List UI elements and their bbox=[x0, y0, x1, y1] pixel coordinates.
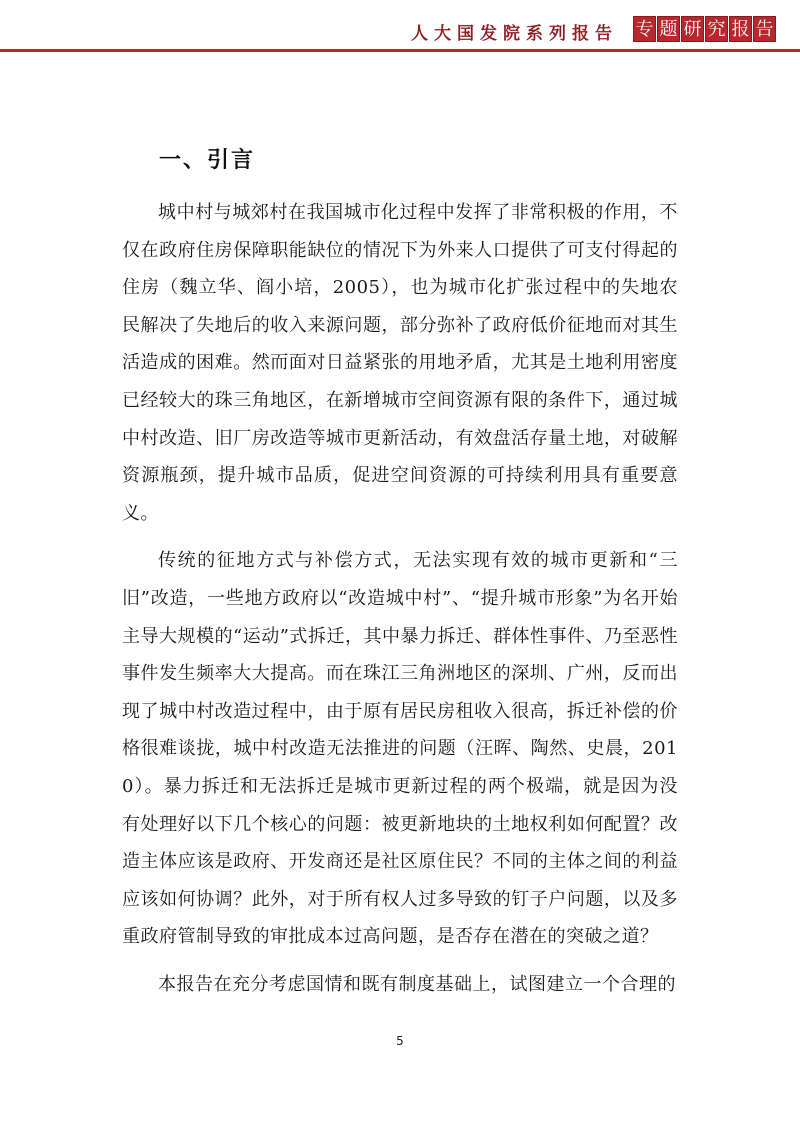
badge-char: 报 bbox=[729, 16, 752, 42]
badge-char: 研 bbox=[681, 16, 704, 42]
page-header bbox=[0, 14, 800, 50]
body-paragraph: 城中村与城郊村在我国城市化过程中发挥了非常积极的作用，不仅在政府住房保障职能缺位的情况下为外来人口提供了可支付得起的住房（魏立华、阎小培，2005），也为城市化扩张过程中的失地农民解决了失地后的收入来源问题，部分弥补了政府低价征地而对其生活造成的困难。然而面对日益紧张的用地矛盾，尤其是土地利用密度已经较大的珠三角地区，在新增城市空间资源有限的条件下，通过城中村改造、旧厂房改造等城市更新活动，有效盘活存量土地，对破解资源瓶颈，提升城市品质，促进空间资源的可持续利用具有重要意义。 bbox=[122, 202, 678, 524]
badge-char: 题 bbox=[657, 16, 680, 42]
badge-char: 究 bbox=[705, 16, 728, 42]
page-body bbox=[122, 140, 678, 1013]
report-series-title: 人大国发院系列报告 bbox=[411, 24, 618, 44]
page-number: 5 bbox=[396, 1034, 404, 1048]
badge-char: 专 bbox=[633, 16, 656, 42]
section-heading: 一、引言 bbox=[159, 147, 256, 173]
body-paragraph: 本报告在充分考虑国情和既有制度基础上，试图建立一个合理的 bbox=[158, 973, 676, 995]
badge-char: 告 bbox=[753, 16, 776, 42]
header-divider bbox=[0, 49, 800, 52]
body-paragraph: 传统的征地方式与补偿方式，无法实现有效的城市更新和“三旧”改造，一些地方政府以“改造城中村”、“提升城市形象”为名开始主导大规模的“运动”式拆迁，其中暴力拆迁、群体性事件、乃至恶性事件发生频率大大提高。而在珠江三角洲地区的深圳、广州，反而出现了城中村改造过程中，由于原有居民房租收入很高，拆迁补偿的价格很难谈拢，城中村改造无法推进的问题（汪晖、陶然、史晨，2010）。暴力拆迁和无法拆迁是城市更新过程的两个极端，就是因为没有处理好以下几个核心的问题：被更新地块的土地权利如何配置？改造主体应该是政府、开发商还是社区原住民？不同的主体之间的利益应该如何协调？此外，对于所有权人过多导致的钉子户问题，以及多重政府管制导致的审批成本过高问题，是否存在潜在的突破之道？ bbox=[122, 550, 678, 948]
special-report-badge bbox=[633, 16, 776, 42]
